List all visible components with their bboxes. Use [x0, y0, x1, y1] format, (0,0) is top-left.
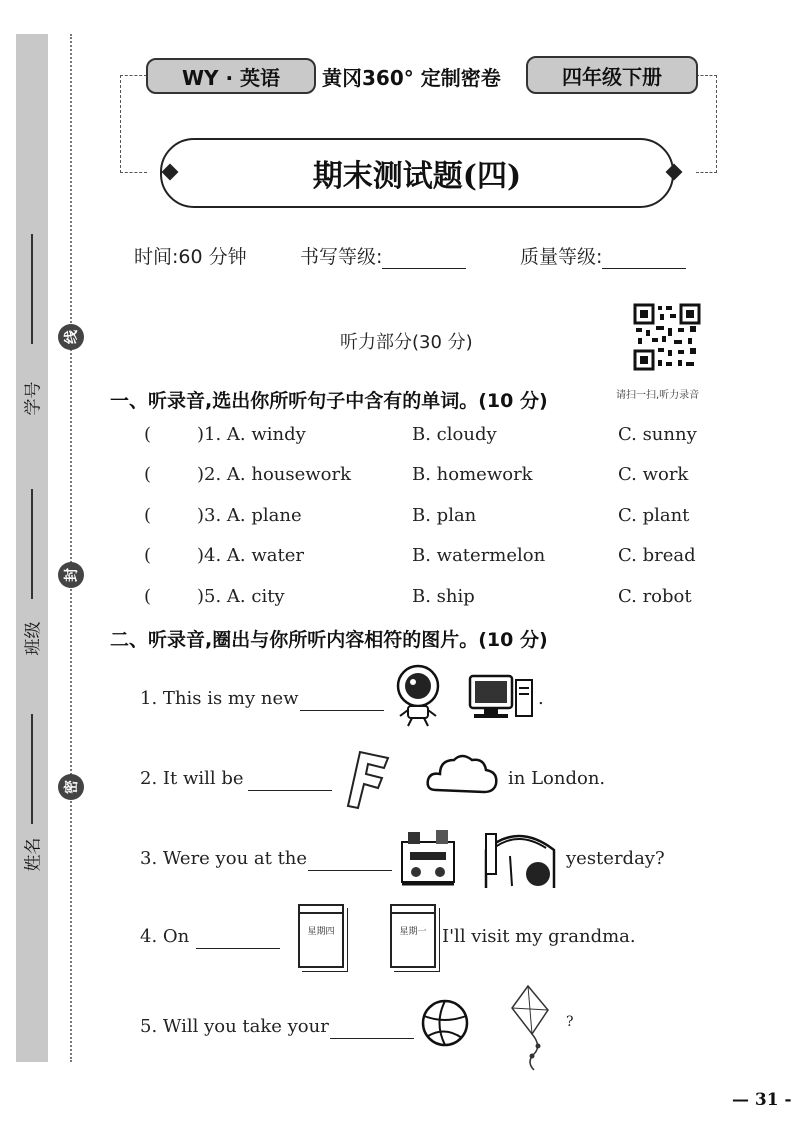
kite-icon[interactable] [506, 984, 566, 1072]
header-bracket-right [696, 75, 717, 173]
name-line [31, 714, 33, 824]
cloudy-icon[interactable] [426, 750, 498, 798]
class-label: 班级 [23, 621, 44, 656]
writing-grade-field[interactable] [300, 242, 466, 269]
q4-text: 4. On [140, 926, 190, 947]
q5-end: ? [566, 1014, 574, 1030]
q4-blank[interactable] [196, 948, 280, 949]
q2-text: 2. It will be [140, 768, 244, 789]
time-label: 时间:60 分钟 [134, 246, 247, 268]
q1-text: 1. This is my new [140, 688, 299, 709]
option-b: B. ship [412, 586, 475, 607]
calendar-monday-icon[interactable] [390, 904, 436, 968]
q5-text: 5. Will you take your [140, 1016, 329, 1037]
seal-feng: 封 [58, 562, 84, 588]
volleyball-icon[interactable] [420, 996, 470, 1050]
quality-grade-blank[interactable] [602, 246, 686, 269]
answer-bracket[interactable]: ( [144, 586, 152, 607]
section1-heading: 一、听录音,选出你所听句子中含有的单词。(10 分) [110, 390, 548, 412]
answer-bracket[interactable]: ( [144, 424, 152, 445]
class-line [31, 489, 33, 599]
answer-bracket[interactable]: ( [144, 545, 152, 566]
answer-bracket[interactable]: ( [144, 464, 152, 485]
exam-title: 期末测试题(四) [160, 138, 674, 208]
header-bracket-left [120, 75, 147, 173]
answer-bracket[interactable]: ( [144, 505, 152, 526]
grade-badge: 四年级下册 [526, 56, 698, 94]
qr-code-icon[interactable] [634, 304, 700, 370]
seal-dotted-line [70, 34, 72, 1062]
option-b: B. plan [412, 505, 477, 526]
binding-sidebar [16, 34, 48, 1062]
seal-mi: 密 [58, 774, 84, 800]
subject-badge: WY · 英语 [146, 58, 316, 94]
writing-grade-blank[interactable] [382, 246, 466, 269]
series-title: 黄冈360° 定制密卷 [322, 66, 501, 90]
windy-icon[interactable] [344, 748, 394, 810]
listening-heading: 听力部分(30 分) [340, 332, 473, 353]
calendar-thursday-label: 星期四 [307, 927, 335, 937]
option-b: B. homework [412, 464, 533, 485]
section2-heading: 二、听录音,圈出与你所听内容相符的图片。(10 分) [110, 629, 548, 651]
calendar-thursday-icon[interactable] [298, 904, 344, 968]
option-b: B. watermelon [412, 545, 546, 566]
option-a: )5. A. city [197, 586, 285, 607]
option-b: B. cloudy [412, 424, 497, 445]
q1-blank[interactable] [300, 710, 384, 711]
seal-xian: 线 [58, 324, 84, 350]
q1-period: . [538, 688, 544, 709]
zoo-icon[interactable] [476, 826, 560, 890]
q2-end: in London. [508, 768, 606, 789]
option-c: C. sunny [618, 424, 697, 445]
student-id-line [31, 234, 33, 344]
page-number: — 31 - [732, 1090, 792, 1110]
quality-grade-field[interactable] [520, 242, 686, 269]
option-a: )1. A. windy [197, 424, 306, 445]
q3-text: 3. Were you at the [140, 848, 308, 869]
option-c: C. work [618, 464, 689, 485]
option-c: C. robot [618, 586, 692, 607]
option-c: C. plant [618, 505, 690, 526]
computer-icon[interactable] [466, 672, 536, 720]
q3-blank[interactable] [308, 870, 392, 871]
quality-grade-label: 质量等级: [520, 246, 603, 268]
name-label: 姓名 [23, 837, 44, 872]
option-c: C. bread [618, 545, 696, 566]
farm-icon[interactable] [396, 826, 460, 888]
robot-icon[interactable] [392, 664, 444, 728]
student-id-label: 学号 [23, 381, 44, 416]
calendar-monday-label: 星期一 [399, 927, 427, 937]
qr-caption: 请扫一扫,听力录音 [616, 390, 700, 401]
q4-end: I'll visit my grandma. [442, 926, 636, 947]
q2-blank[interactable] [248, 790, 332, 791]
q3-end: yesterday? [566, 848, 665, 869]
option-a: )4. A. water [197, 545, 304, 566]
option-a: )3. A. plane [197, 505, 302, 526]
option-a: )2. A. housework [197, 464, 352, 485]
q5-blank[interactable] [330, 1038, 414, 1039]
writing-grade-label: 书写等级: [300, 246, 383, 268]
